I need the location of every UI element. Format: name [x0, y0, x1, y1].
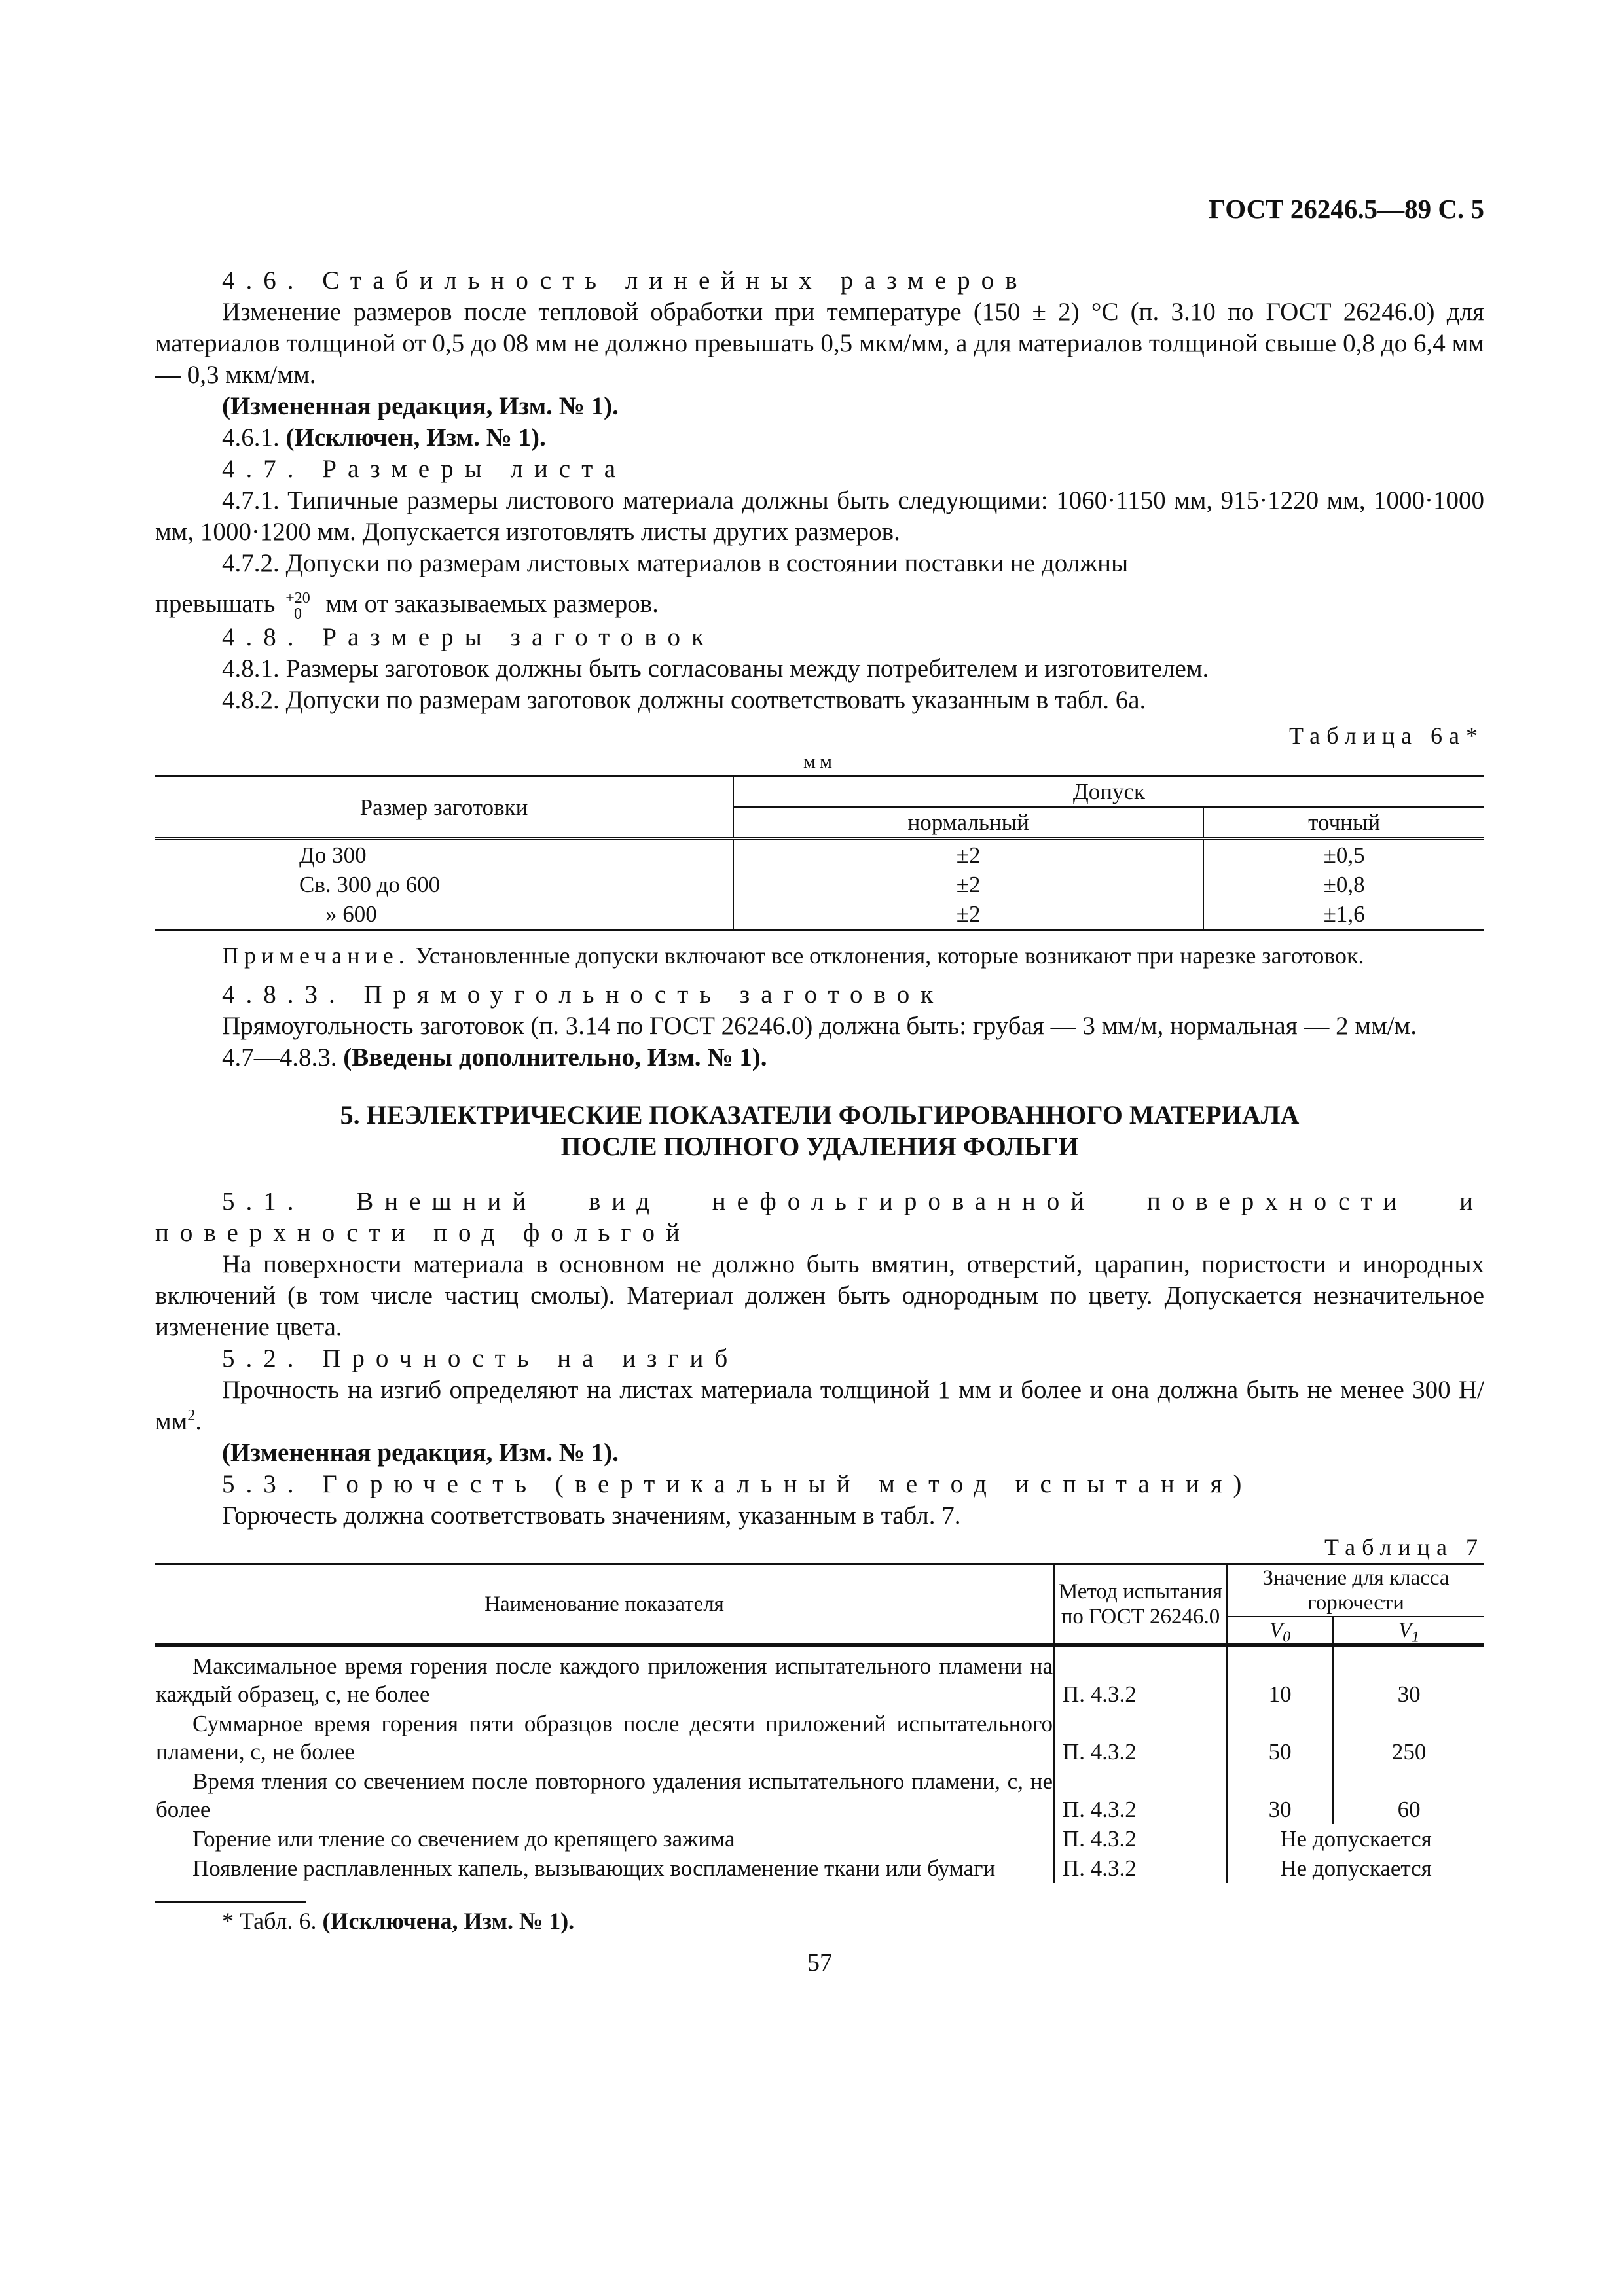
footnote-divider	[155, 1901, 306, 1903]
table-7-v1-3: 60	[1333, 1767, 1484, 1824]
table-6a-note-text: Установленные допуски включают все отклонения, которые возникают при нарезке заготовок.	[415, 942, 1364, 969]
section-4-6-text: Изменение размеров после тепловой обработки при температуре (150 ± 2) °С (п. 3.10 по ГОСТ 26246.0) для материалов толщиной от 0,5 до 08 мм не должно превышать 0,5 мкм/мм, а для материалов толщиной свыше 0,8 до 6,4 мм — 0,3 мкм/мм.	[155, 298, 1484, 389]
table-6a-caption: Таблица 6а*	[1289, 723, 1484, 749]
table-7-header-v0	[1227, 1617, 1333, 1645]
table-row	[155, 899, 1484, 930]
section-5-2-tail: .	[195, 1407, 202, 1436]
section-4-8-3-text: Прямоугольность заготовок (п. 3.14 по ГОСТ 26246.0) должна быть: грубая — 3 мм/м, нормальная — 2 мм/м.	[222, 1012, 1417, 1041]
table-7-name-1: Максимальное время горения после каждого приложения испытательного пламени на каждый образец, с, не более	[156, 1653, 1053, 1708]
table-7-value-5: Не допускается	[1227, 1854, 1484, 1883]
table-7-name-3: Время тления со свечением после повторного удаления испытательного пламени, с, не более	[156, 1768, 1053, 1823]
section-4-7-1: 4.7.1. Типичные размеры листового материала должны быть следующими: 1060·1150 мм, 915·1220 мм, 1000·1000 мм, 1000·1200 мм. Допускается изготовлять листы других размеров.	[155, 486, 1484, 546]
section-5-1-text: На поверхности материала в основном не должно быть вмятин, отверстий, царапин, пористости и инородных включений (в том числе частиц смолы). Материал должен быть однородным по цвету. Допускается незначительное изменение цвета.	[155, 1250, 1484, 1342]
table-7-method-3: П. 4.3.2	[1054, 1767, 1227, 1824]
section-4-7-2-tail: мм от заказываемых размеров.	[325, 590, 659, 618]
tolerance-fraction	[285, 590, 310, 622]
section-4-8-2: 4.8.2. Допуски по размерам заготовок должны соответствовать указанным в табл. 6а.	[222, 686, 1146, 715]
section-4-8-title: 4.8. Размеры заготовок	[222, 623, 715, 652]
table-7-header-v1	[1333, 1617, 1484, 1645]
section-5-2-title: 5.2. Прочность на изгиб	[222, 1344, 739, 1373]
section-5-2-edit-note: (Измененная редакция, Изм. № 1).	[222, 1439, 619, 1467]
section-5-heading	[155, 1100, 1484, 1162]
table-7-name-5: Появление расплавленных капель, вызывающих воспламенение ткани или бумаги	[192, 1856, 996, 1882]
intro-range: 4.7—4.8.3.	[222, 1043, 337, 1072]
page-content	[155, 265, 1484, 1979]
table-6a-size-2: Св. 300 до 600	[299, 872, 441, 898]
table-7-v0-1: 10	[1227, 1645, 1333, 1710]
table-7-method-2: П. 4.3.2	[1054, 1709, 1227, 1767]
table-row	[155, 1824, 1484, 1854]
section-4-6-1-number: 4.6.1.	[222, 423, 280, 452]
table-7-caption: Таблица 7	[1324, 1534, 1484, 1561]
table-7-value-4: Не допускается	[1227, 1824, 1484, 1854]
section-4-7-4-8-3-note	[155, 1042, 1484, 1073]
table-6a-precise-3: ±1,6	[1203, 899, 1484, 930]
section-5-3-text: Горючесть должна соответствовать значениям, указанным в табл. 7.	[222, 1501, 961, 1530]
tolerance-upper: +20	[285, 590, 310, 607]
section-4-7-2-exceed: превышать	[155, 590, 276, 618]
table-7-method-5: П. 4.3.2	[1054, 1854, 1227, 1883]
section-5-3-title: 5.3. Горючесть (вертикальный метод испытания)	[222, 1470, 1253, 1499]
table-6a-header-precise: точный	[1203, 807, 1484, 839]
table-6a-normal-3: ±2	[733, 899, 1203, 930]
table-row	[155, 870, 1484, 899]
table-7-v0-3: 30	[1227, 1767, 1333, 1824]
section-4-6-1	[155, 422, 1484, 454]
table-6a-note	[155, 941, 1484, 970]
table-row	[155, 1767, 1484, 1824]
table-6a-precise-1: ±0,5	[1203, 839, 1484, 870]
table-6a-normal-2: ±2	[733, 870, 1203, 899]
section-4-6-1-text: (Исключен, Изм. № 1).	[285, 423, 546, 452]
section-5-heading-line-1: 5. НЕЭЛЕКТРИЧЕСКИЕ ПОКАЗАТЕЛИ ФОЛЬГИРОВАННОГО МАТЕРИАЛА	[340, 1100, 1300, 1130]
table-row	[155, 1709, 1484, 1767]
table-7-method-1: П. 4.3.2	[1054, 1645, 1227, 1710]
v1-letter: V	[1398, 1619, 1412, 1643]
table-7-v1-2: 250	[1333, 1709, 1484, 1767]
table-6a-precise-2: ±0,8	[1203, 870, 1484, 899]
v0-subscript: 0	[1283, 1628, 1291, 1646]
section-4-7-title: 4.7. Размеры листа	[222, 455, 627, 483]
footnote-text: * Табл. 6.	[222, 1908, 317, 1935]
section-5-2-body: Прочность на изгиб определяют на листах материала толщиной 1 мм и более и она должна быть не менее 300 Н/мм	[155, 1376, 1484, 1436]
table-7-method-4: П. 4.3.2	[1054, 1824, 1227, 1854]
section-4-7-2: 4.7.2. Допуски по размерам листовых материалов в состоянии поставки не должны	[222, 549, 1129, 577]
table-6a	[155, 775, 1484, 931]
table-7-v1-1: 30	[1333, 1645, 1484, 1710]
section-5-1-title: 5.1. Внешний вид нефольгированной поверхности и поверхности под фольгой	[155, 1187, 1484, 1247]
table-7-header-name: Наименование показателя	[155, 1564, 1054, 1645]
footnote	[155, 1907, 1484, 1935]
section-4-8-3-title: 4.8.3. Прямоугольность заготовок	[222, 980, 945, 1009]
table-6a-header-size: Размер заготовки	[155, 776, 733, 839]
table-6a-header-tolerance: Допуск	[733, 776, 1484, 808]
table-6a-size-3: » 600	[155, 899, 733, 930]
page-number: 57	[807, 1949, 832, 1977]
table-7-header-value: Значение для класса горючести	[1227, 1564, 1484, 1617]
section-4-6-title: 4.6. Стабильность линейных размеров	[222, 266, 1029, 295]
table-row	[155, 839, 1484, 870]
v0-letter: V	[1269, 1619, 1283, 1643]
footnote-bold: (Исключена, Изм. № 1).	[322, 1908, 575, 1935]
table-6a-header-normal: нормальный	[733, 807, 1203, 839]
table-7-header-method: Метод испытания по ГОСТ 26246.0	[1054, 1564, 1227, 1645]
table-6a-normal-1: ±2	[733, 839, 1203, 870]
table-row	[155, 1854, 1484, 1883]
section-5-2-superscript: 2	[187, 1407, 196, 1425]
table-row	[155, 1645, 1484, 1710]
table-7-v0-2: 50	[1227, 1709, 1333, 1767]
table-6a-note-label: Примечание.	[222, 942, 410, 969]
table-6a-unit: мм	[803, 751, 836, 773]
table-7	[155, 1563, 1484, 1883]
page-header: ГОСТ 26246.5—89 С. 5	[1209, 194, 1484, 224]
table-7-name-4: Горение или тление со свечением до крепящего зажима	[192, 1826, 735, 1852]
table-6a-size-1: До 300	[299, 842, 367, 869]
v1-subscript: 1	[1412, 1628, 1420, 1646]
table-7-name-2: Суммарное время горения пяти образцов после десяти приложений испытательного пламени, с, не более	[156, 1711, 1053, 1765]
section-4-6-edit-note: (Измененная редакция, Изм. № 1).	[222, 392, 619, 420]
intro-text: (Введены дополнительно, Изм. № 1).	[343, 1043, 767, 1072]
section-5-heading-line-2: ПОСЛЕ ПОЛНОГО УДАЛЕНИЯ ФОЛЬГИ	[560, 1132, 1079, 1162]
section-4-8-1: 4.8.1. Размеры заготовок должны быть согласованы между потребителем и изготовителем.	[222, 655, 1209, 683]
section-4-7-2-continued	[155, 588, 1484, 622]
section-5-2-text	[155, 1374, 1484, 1437]
tolerance-lower: 0	[293, 605, 302, 623]
